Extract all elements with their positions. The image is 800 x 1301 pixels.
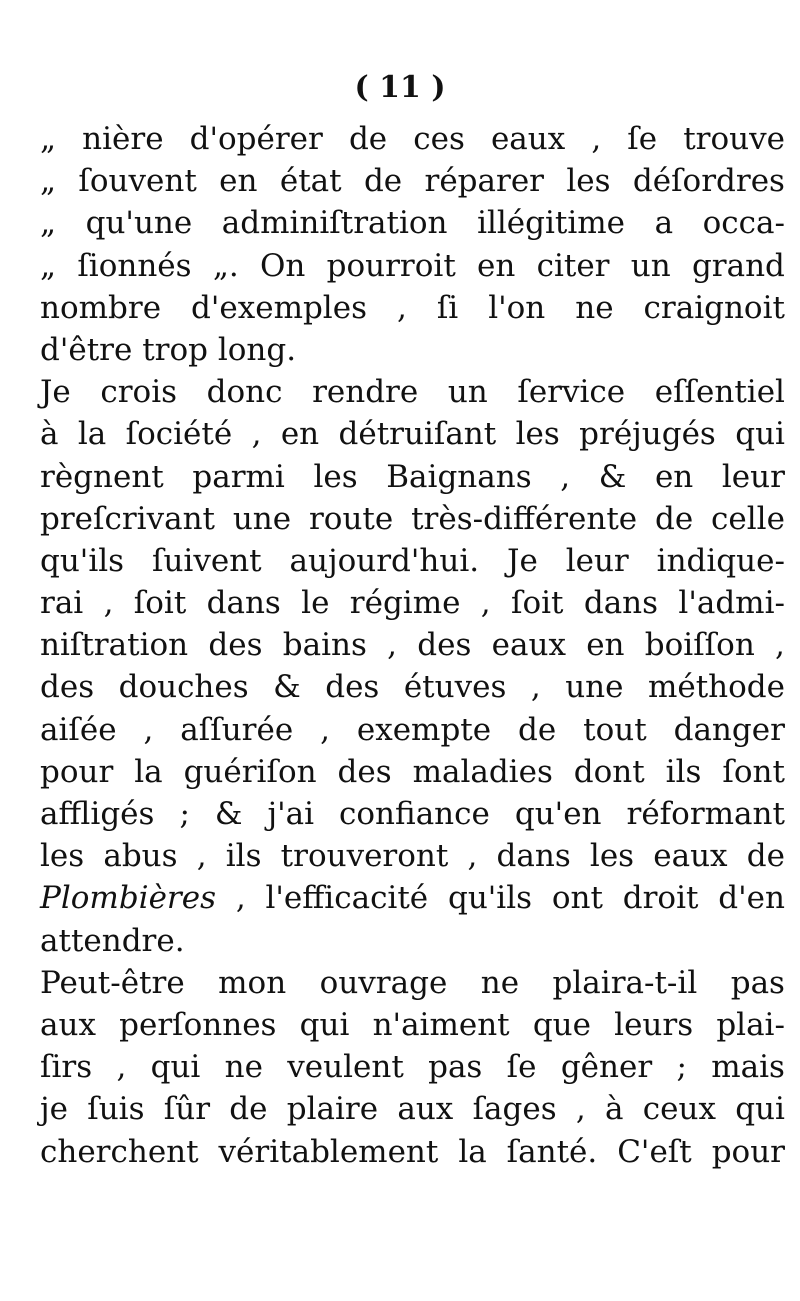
text-line: „ ſionnés „. On pourroit en citer un grand — [40, 247, 785, 284]
text-line: affligés ; & j'ai confiance qu'en réformant — [40, 796, 785, 832]
text-line: Je crois donc rendre un ſervice eſſentiel — [40, 374, 785, 411]
text-line: qu'ils ſuivent aujourd'hui. Je leur indique- — [40, 542, 785, 579]
text-line: cherchent véritablement la ſanté. C'eſt pour — [40, 1133, 785, 1170]
body-text — [40, 118, 785, 1173]
text-line: d'être trop long. — [40, 331, 297, 368]
text-line: des douches & des étuves , une méthode — [40, 669, 785, 706]
text-line: preſcrivant une route très-différente de celle — [40, 500, 785, 537]
text-line: règnent parmi les Baignans , & en leur — [40, 458, 785, 495]
text-line: nombre d'exemples , ſi l'on ne craignoit — [40, 289, 785, 326]
text-line: rai , ſoit dans le régime , ſoit dans l'admi- — [40, 585, 785, 622]
page-number: ( 11 ) — [354, 70, 446, 105]
text-line: ſirs , qui ne veulent pas ſe gêner ; mais — [40, 1049, 785, 1086]
text-line: aiſée , aſſurée , exempte de tout danger — [40, 711, 785, 748]
text-line: pour la guériſon des maladies dont ils ſont — [40, 753, 785, 790]
text-line: attendre. — [40, 922, 185, 959]
text-line: „ nière d'opérer de ces eaux , ſe trouve — [40, 121, 785, 157]
text-line: niſtration des bains , des eaux en boiſſon , — [40, 627, 785, 664]
text-line: „ ſouvent en état de réparer les déſordres — [40, 163, 785, 200]
text-line: à la ſociété , en détruiſant les préjugés qui — [40, 416, 785, 453]
text-line: „ qu'une adminiſtration illégitime a occa- — [40, 205, 785, 242]
text-line: les abus , ils trouveront , dans les eaux de — [40, 838, 785, 875]
text-line: je ſuis ſûr de plaire aux ſages , à ceux qui — [40, 1091, 785, 1128]
text-line: Plombières , l'efficacité qu'ils ont droit d'en — [40, 880, 785, 917]
text-line: aux perſonnes qui n'aiment que leurs plai- — [40, 1006, 785, 1043]
text-line: Peut-être mon ouvrage ne plaira-t-il pas — [40, 964, 785, 1001]
